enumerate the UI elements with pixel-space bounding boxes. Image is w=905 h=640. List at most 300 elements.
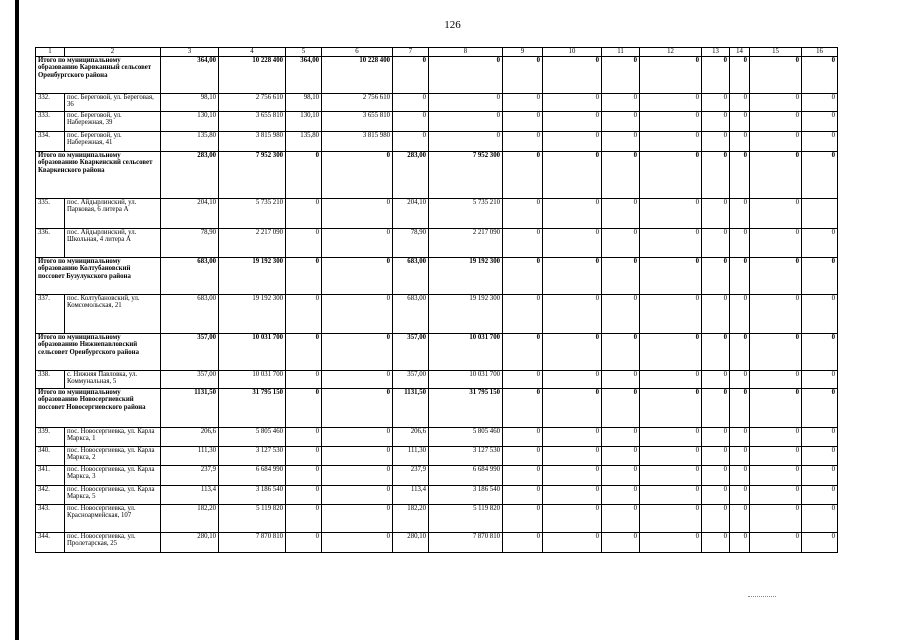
value-cell: 0 (543, 486, 602, 505)
value-cell: 0 (750, 229, 802, 258)
value-cell: 0 (702, 132, 730, 152)
value-cell: 0 (322, 371, 393, 389)
value-cell: 0 (602, 447, 640, 466)
value-cell: 10 031 700 (219, 371, 286, 389)
value-cell: 2 756 610 (322, 94, 393, 112)
value-cell: 0 (393, 57, 429, 94)
column-number: 14 (730, 48, 750, 57)
address-cell: пос. Новосергиевка, ул. Красноармейская, 107 (65, 505, 161, 533)
value-cell: 7 952 300 (429, 152, 503, 199)
value-cell: 3 127 530 (429, 447, 503, 466)
value-cell: 0 (730, 57, 750, 94)
property-table (35, 47, 838, 553)
column-number: 4 (219, 48, 286, 57)
value-cell: 0 (322, 229, 393, 258)
value-cell: 0 (286, 428, 322, 447)
value-cell: 0 (802, 428, 838, 447)
value-cell: 3 186 540 (219, 486, 286, 505)
value-cell: 19 192 300 (219, 258, 286, 295)
value-cell: 0 (640, 57, 702, 94)
value-cell: 0 (429, 132, 503, 152)
value-cell: 7 870 810 (429, 533, 503, 553)
value-cell: 283,00 (393, 152, 429, 199)
value-cell: 0 (503, 132, 543, 152)
value-cell: 0 (730, 334, 750, 371)
value-cell: 0 (802, 486, 838, 505)
value-cell: 0 (802, 229, 838, 258)
value-cell: 5 805 460 (429, 428, 503, 447)
table-row (36, 486, 838, 505)
value-cell: 364,00 (286, 57, 322, 94)
value-cell: 204,10 (161, 199, 219, 229)
table-body (36, 48, 838, 553)
value-cell: 280,10 (161, 533, 219, 553)
value-cell: 0 (640, 295, 702, 334)
row-number: 336. (36, 229, 65, 258)
value-cell: 0 (322, 466, 393, 486)
column-number: 3 (161, 48, 219, 57)
value-cell: 0 (322, 447, 393, 466)
value-cell: 135,80 (286, 132, 322, 152)
column-number: 6 (322, 48, 393, 57)
value-cell: 0 (503, 389, 543, 428)
value-cell: 0 (702, 447, 730, 466)
value-cell: 0 (503, 258, 543, 295)
value-cell: 0 (286, 486, 322, 505)
value-cell: 0 (730, 486, 750, 505)
value-cell: 0 (602, 295, 640, 334)
value-cell: 0 (750, 112, 802, 132)
value-cell: 0 (802, 389, 838, 428)
column-number: 2 (65, 48, 161, 57)
address-cell: пос. Новосергиевка, ул. Карла Маркса, 2 (65, 447, 161, 466)
value-cell: 0 (702, 466, 730, 486)
value-cell: 0 (503, 112, 543, 132)
value-cell: 3 815 980 (322, 132, 393, 152)
value-cell: 0 (640, 152, 702, 199)
total-row (36, 57, 838, 94)
value-cell: 111,30 (393, 447, 429, 466)
value-cell: 0 (543, 334, 602, 371)
value-cell: 0 (602, 466, 640, 486)
value-cell: 0 (750, 486, 802, 505)
value-cell: 0 (322, 533, 393, 553)
table-row (36, 295, 838, 334)
value-cell: 0 (322, 505, 393, 533)
value-cell: 0 (640, 132, 702, 152)
row-number: 335. (36, 199, 65, 229)
value-cell: 0 (543, 466, 602, 486)
value-cell: 0 (640, 505, 702, 533)
value-cell: 0 (802, 258, 838, 295)
value-cell: 0 (730, 258, 750, 295)
table-row (36, 371, 838, 389)
value-cell: 0 (286, 334, 322, 371)
value-cell: 0 (543, 94, 602, 112)
value-cell: 0 (702, 94, 730, 112)
value-cell: 204,10 (393, 199, 429, 229)
value-cell: 0 (393, 132, 429, 152)
value-cell: 0 (640, 428, 702, 447)
row-number: 337. (36, 295, 65, 334)
value-cell: 10 031 700 (429, 334, 503, 371)
column-number: 11 (602, 48, 640, 57)
address-cell: с. Нижняя Павловка, ул. Коммунальная, 5 (65, 371, 161, 389)
value-cell: 0 (503, 57, 543, 94)
value-cell: 364,00 (161, 57, 219, 94)
value-cell: 357,00 (161, 334, 219, 371)
value-cell: 0 (802, 505, 838, 533)
value-cell: 0 (286, 447, 322, 466)
column-number: 8 (429, 48, 503, 57)
value-cell: 10 031 700 (219, 334, 286, 371)
address-cell: пос. Береговой, ул. Береговая, 36 (65, 94, 161, 112)
value-cell: 0 (503, 371, 543, 389)
value-cell: 683,00 (161, 295, 219, 334)
value-cell: 5 735 210 (429, 199, 503, 229)
column-number: 15 (750, 48, 802, 57)
table-row (36, 132, 838, 152)
column-number: 1 (36, 48, 65, 57)
value-cell: 0 (602, 152, 640, 199)
value-cell: 683,00 (393, 258, 429, 295)
total-row (36, 334, 838, 371)
value-cell: 0 (503, 533, 543, 553)
value-cell: 0 (730, 533, 750, 553)
value-cell: 0 (286, 371, 322, 389)
value-cell: 0 (730, 447, 750, 466)
value-cell: 0 (702, 152, 730, 199)
value-cell: 0 (750, 199, 802, 229)
value-cell: 7 870 810 (219, 533, 286, 553)
value-cell: 0 (750, 295, 802, 334)
value-cell: 0 (730, 295, 750, 334)
value-cell: 0 (702, 486, 730, 505)
value-cell: 0 (322, 199, 393, 229)
value-cell: 0 (640, 229, 702, 258)
table-row (36, 199, 838, 229)
value-cell: 0 (802, 334, 838, 371)
value-cell: 357,00 (161, 371, 219, 389)
value-cell: 113,4 (161, 486, 219, 505)
value-cell: 0 (750, 57, 802, 94)
value-cell: 0 (750, 447, 802, 466)
total-row (36, 258, 838, 295)
value-cell: 0 (543, 389, 602, 428)
value-cell: 0 (543, 199, 602, 229)
row-number: 339. (36, 428, 65, 447)
value-cell: 0 (503, 466, 543, 486)
value-cell: 5 735 210 (219, 199, 286, 229)
address-cell: пос. Новосергиевка, ул. Карла Маркса, 3 (65, 466, 161, 486)
value-cell: 0 (602, 229, 640, 258)
value-cell: 111,30 (161, 447, 219, 466)
value-cell: 0 (640, 334, 702, 371)
value-cell: 0 (543, 152, 602, 199)
value-cell: 0 (286, 258, 322, 295)
value-cell: 683,00 (393, 295, 429, 334)
total-label: Итого по муниципальному образованию Кваркенский сельсовет Кваркенского района (36, 152, 161, 199)
value-cell: 3 127 530 (219, 447, 286, 466)
table-row (36, 428, 838, 447)
address-cell: пос. Айдырлинский, ул. Парковая, 6 литера А (65, 199, 161, 229)
row-number: 343. (36, 505, 65, 533)
value-cell: 0 (602, 334, 640, 371)
value-cell: 0 (640, 258, 702, 295)
value-cell: 31 795 150 (219, 389, 286, 428)
address-cell: пос. Айдырлинский, ул. Школьная, 4 литера А (65, 229, 161, 258)
value-cell: 0 (503, 428, 543, 447)
value-cell: 0 (750, 371, 802, 389)
value-cell: 0 (543, 371, 602, 389)
value-cell: 2 217 090 (429, 229, 503, 258)
value-cell: 3 186 540 (429, 486, 503, 505)
page-number: 126 (444, 19, 461, 31)
total-label: Итого по муниципальному образованию Колтубановский поссовет Бузулукского района (36, 258, 161, 295)
value-cell: 5 119 820 (219, 505, 286, 533)
value-cell: 0 (702, 57, 730, 94)
value-cell: 0 (543, 295, 602, 334)
value-cell: 0 (750, 132, 802, 152)
value-cell: 0 (543, 132, 602, 152)
value-cell: 130,10 (161, 112, 219, 132)
row-number: 340. (36, 447, 65, 466)
table-row (36, 94, 838, 112)
value-cell: 0 (702, 258, 730, 295)
value-cell: 0 (322, 389, 393, 428)
value-cell: 0 (286, 505, 322, 533)
value-cell: 0 (702, 389, 730, 428)
value-cell: 237,9 (161, 466, 219, 486)
value-cell: 0 (393, 112, 429, 132)
value-cell (802, 199, 838, 229)
value-cell: 0 (730, 132, 750, 152)
value-cell: 0 (286, 533, 322, 553)
column-number: 5 (286, 48, 322, 57)
value-cell: 0 (543, 229, 602, 258)
value-cell: 0 (602, 94, 640, 112)
value-cell: 0 (286, 229, 322, 258)
value-cell: 0 (322, 152, 393, 199)
value-cell: 0 (602, 258, 640, 295)
total-row (36, 152, 838, 199)
value-cell: 0 (750, 389, 802, 428)
value-cell: 0 (503, 229, 543, 258)
value-cell: 0 (543, 533, 602, 553)
bottom-mark (748, 596, 776, 598)
value-cell: 357,00 (393, 371, 429, 389)
value-cell: 0 (602, 505, 640, 533)
value-cell: 0 (750, 94, 802, 112)
value-cell: 0 (640, 486, 702, 505)
value-cell: 0 (750, 258, 802, 295)
value-cell: 0 (640, 371, 702, 389)
value-cell: 3 815 980 (219, 132, 286, 152)
column-number-row (36, 48, 838, 57)
value-cell: 0 (602, 112, 640, 132)
value-cell: 0 (322, 295, 393, 334)
table-row (36, 229, 838, 258)
value-cell: 0 (543, 112, 602, 132)
value-cell: 10 031 700 (429, 371, 503, 389)
table-row (36, 447, 838, 466)
value-cell: 10 228 400 (322, 57, 393, 94)
value-cell: 0 (730, 94, 750, 112)
value-cell: 0 (702, 229, 730, 258)
value-cell: 0 (640, 389, 702, 428)
value-cell: 0 (802, 57, 838, 94)
value-cell: 3 655 810 (322, 112, 393, 132)
value-cell: 0 (640, 447, 702, 466)
value-cell: 0 (503, 505, 543, 533)
value-cell: 0 (702, 199, 730, 229)
value-cell: 0 (750, 428, 802, 447)
value-cell: 2 756 610 (219, 94, 286, 112)
row-number: 333. (36, 112, 65, 132)
value-cell: 182,20 (393, 505, 429, 533)
value-cell: 0 (730, 505, 750, 533)
value-cell: 0 (543, 258, 602, 295)
value-cell: 19 192 300 (429, 295, 503, 334)
value-cell: 1131,50 (393, 389, 429, 428)
value-cell: 280,10 (393, 533, 429, 553)
value-cell: 113,4 (393, 486, 429, 505)
value-cell: 0 (730, 466, 750, 486)
value-cell: 0 (503, 295, 543, 334)
value-cell: 0 (543, 447, 602, 466)
value-cell: 0 (802, 152, 838, 199)
value-cell: 98,10 (161, 94, 219, 112)
value-cell: 0 (602, 199, 640, 229)
value-cell: 206,6 (161, 428, 219, 447)
address-cell: пос. Новосергиевка, ул. Карла Маркса, 1 (65, 428, 161, 447)
row-number: 344. (36, 533, 65, 553)
value-cell: 0 (702, 334, 730, 371)
value-cell: 0 (543, 57, 602, 94)
value-cell: 0 (730, 389, 750, 428)
total-label: Итого по муниципальному образованию Новосергиевский поссовет Новосергиевского района (36, 389, 161, 428)
value-cell: 0 (802, 533, 838, 553)
table-row (36, 466, 838, 486)
address-cell: пос. Колтубановский, ул. Комсомольская, 21 (65, 295, 161, 334)
value-cell: 0 (802, 94, 838, 112)
value-cell: 0 (322, 428, 393, 447)
value-cell: 0 (730, 199, 750, 229)
value-cell: 357,00 (393, 334, 429, 371)
value-cell: 0 (286, 199, 322, 229)
value-cell: 7 952 300 (219, 152, 286, 199)
value-cell: 0 (702, 533, 730, 553)
value-cell: 0 (640, 466, 702, 486)
table-row (36, 505, 838, 533)
address-cell: пос. Береговой, ул. Набережная, 41 (65, 132, 161, 152)
value-cell: 0 (503, 199, 543, 229)
value-cell: 135,80 (161, 132, 219, 152)
table-row (36, 533, 838, 553)
value-cell: 0 (750, 533, 802, 553)
value-cell: 0 (730, 112, 750, 132)
value-cell: 0 (702, 112, 730, 132)
total-label: Итого по муниципальному образованию Карвканный сельсовет Оренбургского района (36, 57, 161, 94)
address-cell: пос. Новосергиевка, ул. Карла Маркса, 5 (65, 486, 161, 505)
value-cell: 1131,50 (161, 389, 219, 428)
value-cell: 683,00 (161, 258, 219, 295)
value-cell: 0 (802, 295, 838, 334)
row-number: 338. (36, 371, 65, 389)
total-label: Итого по муниципальному образованию Нижнепавловский сельсовет Оренбургского района (36, 334, 161, 371)
value-cell: 0 (429, 112, 503, 132)
value-cell: 6 684 990 (429, 466, 503, 486)
column-number: 7 (393, 48, 429, 57)
value-cell: 0 (543, 505, 602, 533)
value-cell: 78,90 (161, 229, 219, 258)
value-cell: 182,20 (161, 505, 219, 533)
column-number: 9 (503, 48, 543, 57)
value-cell: 0 (702, 505, 730, 533)
value-cell: 0 (730, 229, 750, 258)
value-cell: 0 (750, 505, 802, 533)
value-cell: 0 (640, 199, 702, 229)
value-cell: 0 (503, 447, 543, 466)
value-cell: 0 (503, 334, 543, 371)
value-cell: 0 (802, 466, 838, 486)
value-cell: 0 (802, 112, 838, 132)
value-cell: 0 (286, 295, 322, 334)
value-cell: 0 (503, 152, 543, 199)
value-cell: 0 (702, 371, 730, 389)
value-cell: 130,10 (286, 112, 322, 132)
row-number: 341. (36, 466, 65, 486)
address-cell: пос. Новосергиевка, ул. Пролетарская, 25 (65, 533, 161, 553)
value-cell: 0 (503, 94, 543, 112)
address-cell: пос. Береговой, ул. Набережная, 39 (65, 112, 161, 132)
column-number: 16 (802, 48, 838, 57)
value-cell: 283,00 (161, 152, 219, 199)
value-cell: 0 (322, 258, 393, 295)
value-cell: 0 (393, 94, 429, 112)
value-cell: 98,10 (286, 94, 322, 112)
value-cell: 0 (602, 371, 640, 389)
value-cell: 0 (640, 533, 702, 553)
value-cell: 78,90 (393, 229, 429, 258)
value-cell: 2 217 090 (219, 229, 286, 258)
column-number: 12 (640, 48, 702, 57)
value-cell: 0 (702, 428, 730, 447)
value-cell: 0 (802, 132, 838, 152)
value-cell: 0 (429, 94, 503, 112)
column-number: 10 (543, 48, 602, 57)
value-cell: 237,9 (393, 466, 429, 486)
value-cell: 6 684 990 (219, 466, 286, 486)
value-cell: 0 (602, 533, 640, 553)
value-cell: 0 (730, 152, 750, 199)
value-cell: 0 (640, 112, 702, 132)
value-cell: 0 (602, 486, 640, 505)
value-cell: 0 (750, 466, 802, 486)
value-cell: 0 (702, 295, 730, 334)
value-cell: 206,6 (393, 428, 429, 447)
value-cell: 0 (503, 486, 543, 505)
value-cell: 0 (286, 389, 322, 428)
value-cell: 0 (730, 428, 750, 447)
value-cell: 0 (286, 466, 322, 486)
value-cell: 0 (802, 447, 838, 466)
value-cell: 0 (602, 57, 640, 94)
row-number: 332. (36, 94, 65, 112)
column-number: 13 (702, 48, 730, 57)
value-cell: 0 (750, 152, 802, 199)
table-row (36, 112, 838, 132)
